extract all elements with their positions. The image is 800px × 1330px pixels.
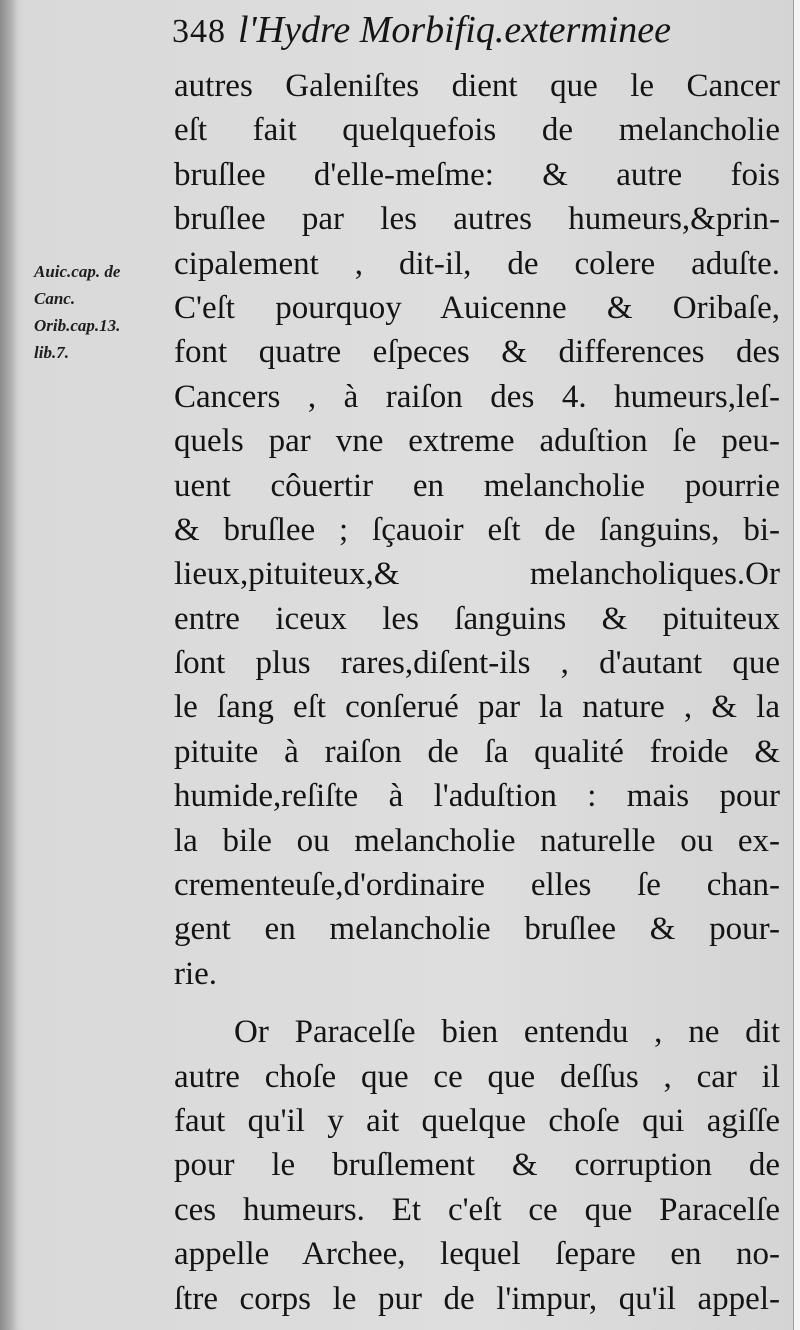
text-line: C'eſt pourquoy Auicenne & Oribaſe, — [174, 289, 780, 326]
text-line: gent en melancholie bruſlee & pour- — [174, 911, 780, 948]
text-line: rie. — [174, 955, 218, 992]
text-line: cipalement , dit-il, de colere aduſte. — [174, 245, 780, 282]
text-line: la bile ou melancholie naturelle ou ex- — [174, 822, 780, 859]
page-number: 348 — [172, 13, 226, 50]
paragraph-1 — [174, 64, 780, 996]
text-line: entre iceux les ſanguins & pituiteux — [174, 600, 780, 637]
text-line: Or Paracelſe bien entendu , ne dit — [234, 1014, 780, 1051]
spine-shadow — [0, 0, 18, 1330]
margin-note: lib.7. — [34, 343, 69, 362]
paragraph-gap — [174, 996, 780, 1010]
text-line: ſont plus rares,diſent-ils , d'autant que — [174, 645, 780, 682]
text-line: bruſlee d'elle-meſme: & autre fois — [174, 156, 780, 193]
text-line: uent côuertir en melancholie pourrie — [174, 467, 780, 504]
text-line: humide,reſiſte à l'aduſtion : mais pour — [174, 778, 780, 815]
margin-notes — [34, 258, 174, 366]
margin-note: Auic.cap. de — [34, 262, 121, 281]
text-line: Cancers , à raiſon des 4. humeurs,leſ- — [174, 378, 780, 415]
text-line: bruſlee par les autres humeurs,&prin- — [174, 201, 780, 238]
text-line: eſt fait quelquefois de melancholie — [174, 112, 780, 149]
text-line: autre choſe que ce que deſſus , car il — [174, 1058, 780, 1095]
text-line: lieux,pituiteux,& melancholiques.Or — [174, 556, 780, 593]
body-text — [174, 64, 780, 1321]
running-title: l'Hydre Morbifiq.exterminee — [238, 9, 672, 51]
text-line: appelle Archee, lequel ſepare en no- — [174, 1236, 780, 1273]
text-line: & bruſlee ; ſçauoir eſt de ſanguins, bi- — [174, 511, 780, 548]
page-edge — [793, 0, 800, 1330]
text-line: ſtre corps le pur de l'impur, qu'il appel- — [174, 1280, 780, 1317]
text-line: le ſang eſt conſerué par la nature , & la — [174, 689, 780, 726]
text-line: font quatre eſpeces & differences des — [174, 334, 780, 371]
text-line: quels par vne extreme aduſtion ſe peu- — [174, 423, 780, 460]
text-line: autres Galeniſtes dient que le Cancer — [174, 68, 780, 104]
running-header — [172, 8, 762, 68]
text-line: pour le bruſlement & corruption de — [174, 1147, 780, 1184]
text-line: pituite à raiſon de ſa qualité froide & — [174, 733, 780, 770]
text-line: crementeuſe,d'ordinaire elles ſe chan- — [174, 867, 780, 904]
margin-note: Orib.cap.13. — [34, 316, 121, 335]
paragraph-2 — [174, 1010, 780, 1321]
text-line: ces humeurs. Et c'eſt ce que Paracelſe — [174, 1191, 780, 1228]
text-line: faut qu'il y ait quelque choſe qui agiſſe — [174, 1102, 780, 1139]
margin-note: Canc. — [34, 289, 76, 308]
